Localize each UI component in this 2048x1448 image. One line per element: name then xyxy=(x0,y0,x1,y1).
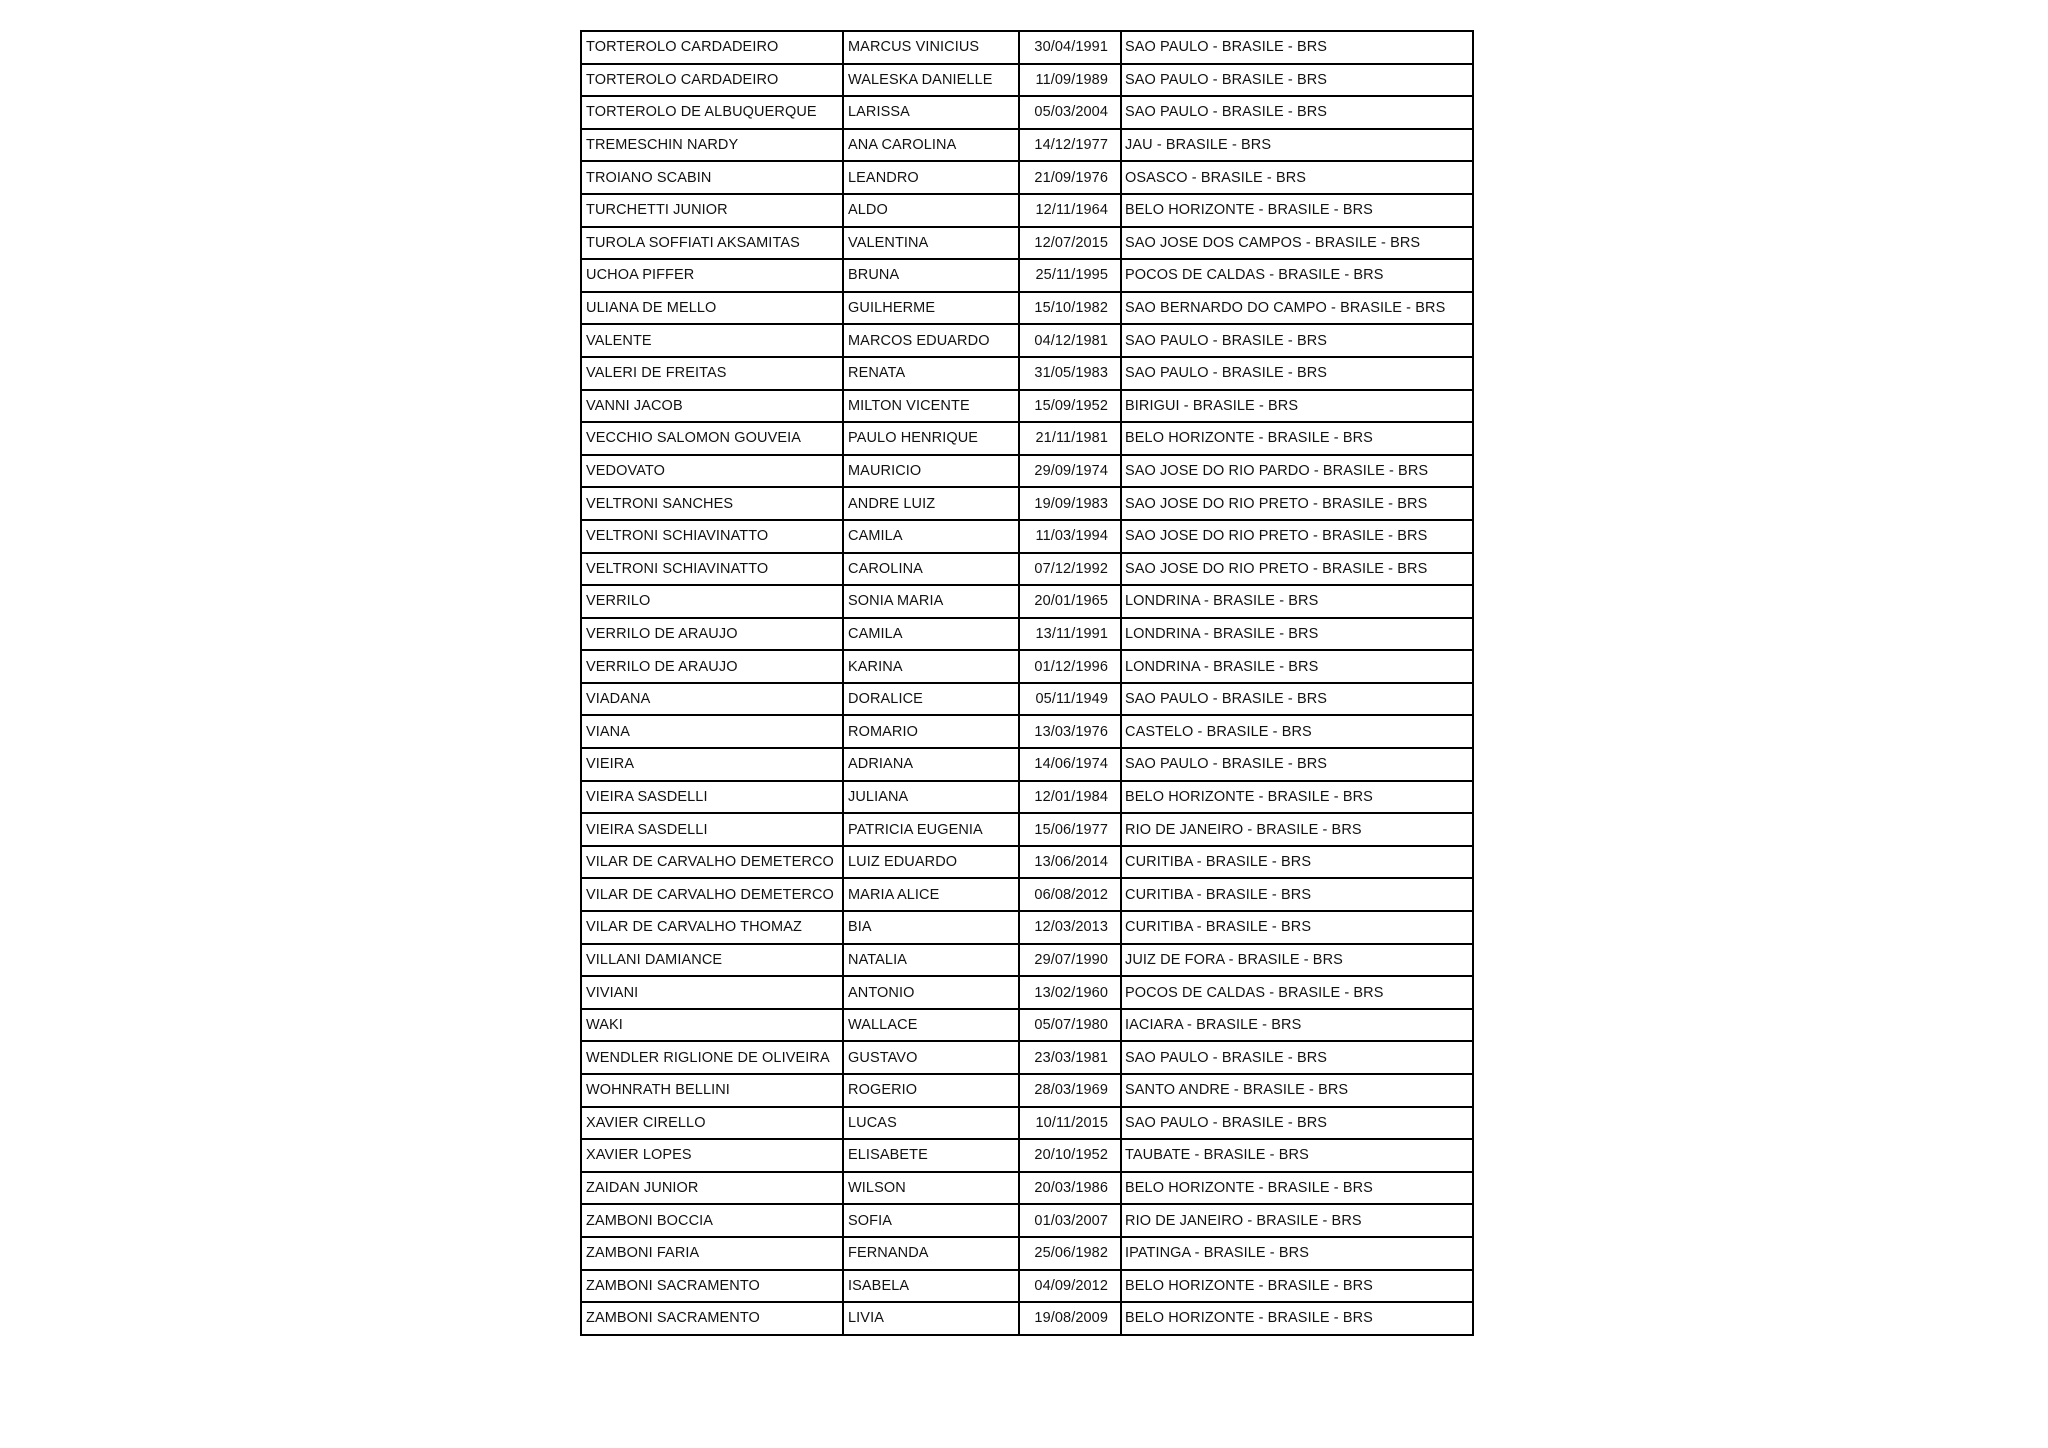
birthplace-cell: SAO JOSE DO RIO PARDO - BRASILE - BRS xyxy=(1121,455,1473,488)
birthplace-cell: IACIARA - BRASILE - BRS xyxy=(1121,1009,1473,1042)
birth-date-cell: 29/09/1974 xyxy=(1019,455,1121,488)
birth-date-cell: 28/03/1969 xyxy=(1019,1074,1121,1107)
table-row xyxy=(581,422,1473,455)
birthplace-cell: SANTO ANDRE - BRASILE - BRS xyxy=(1121,1074,1473,1107)
birth-date-cell: 29/07/1990 xyxy=(1019,944,1121,977)
surname-cell: VILAR DE CARVALHO DEMETERCO xyxy=(581,846,843,879)
table-row xyxy=(581,1172,1473,1205)
table-row xyxy=(581,813,1473,846)
birth-date-cell: 19/09/1983 xyxy=(1019,487,1121,520)
table-row xyxy=(581,1237,1473,1270)
birth-date-cell: 12/11/1964 xyxy=(1019,194,1121,227)
birthplace-cell: TAUBATE - BRASILE - BRS xyxy=(1121,1139,1473,1172)
given-name-cell: RENATA xyxy=(843,357,1019,390)
surname-cell: ULIANA DE MELLO xyxy=(581,292,843,325)
given-name-cell: PAULO HENRIQUE xyxy=(843,422,1019,455)
birthplace-cell: BELO HORIZONTE - BRASILE - BRS xyxy=(1121,1270,1473,1303)
birth-date-cell: 15/06/1977 xyxy=(1019,813,1121,846)
birthplace-cell: SAO PAULO - BRASILE - BRS xyxy=(1121,748,1473,781)
given-name-cell: FERNANDA xyxy=(843,1237,1019,1270)
birth-date-cell: 14/06/1974 xyxy=(1019,748,1121,781)
table-row xyxy=(581,357,1473,390)
birth-date-cell: 05/11/1949 xyxy=(1019,683,1121,716)
birth-date-cell: 12/01/1984 xyxy=(1019,781,1121,814)
table-row xyxy=(581,31,1473,64)
given-name-cell: ALDO xyxy=(843,194,1019,227)
surname-cell: VIEIRA SASDELLI xyxy=(581,813,843,846)
surname-cell: TURCHETTI JUNIOR xyxy=(581,194,843,227)
birthplace-cell: JAU - BRASILE - BRS xyxy=(1121,129,1473,162)
birthplace-cell: BELO HORIZONTE - BRASILE - BRS xyxy=(1121,422,1473,455)
birthplace-cell: CURITIBA - BRASILE - BRS xyxy=(1121,846,1473,879)
surname-cell: VIADANA xyxy=(581,683,843,716)
table-row xyxy=(581,161,1473,194)
birthplace-cell: SAO BERNARDO DO CAMPO - BRASILE - BRS xyxy=(1121,292,1473,325)
surname-cell: VELTRONI SANCHES xyxy=(581,487,843,520)
birthplace-cell: SAO JOSE DO RIO PRETO - BRASILE - BRS xyxy=(1121,553,1473,586)
birth-date-cell: 11/03/1994 xyxy=(1019,520,1121,553)
surname-cell: VILAR DE CARVALHO THOMAZ xyxy=(581,911,843,944)
table-row xyxy=(581,618,1473,651)
given-name-cell: ROMARIO xyxy=(843,715,1019,748)
given-name-cell: LUIZ EDUARDO xyxy=(843,846,1019,879)
surname-cell: WOHNRATH BELLINI xyxy=(581,1074,843,1107)
table-row xyxy=(581,487,1473,520)
given-name-cell: ROGERIO xyxy=(843,1074,1019,1107)
birth-date-cell: 30/04/1991 xyxy=(1019,31,1121,64)
birth-date-cell: 25/06/1982 xyxy=(1019,1237,1121,1270)
table-row xyxy=(581,259,1473,292)
birth-date-cell: 13/03/1976 xyxy=(1019,715,1121,748)
birth-date-cell: 05/07/1980 xyxy=(1019,1009,1121,1042)
given-name-cell: DORALICE xyxy=(843,683,1019,716)
table-row xyxy=(581,1074,1473,1107)
surname-cell: VERRILO xyxy=(581,585,843,618)
birthplace-cell: LONDRINA - BRASILE - BRS xyxy=(1121,650,1473,683)
birth-date-cell: 20/10/1952 xyxy=(1019,1139,1121,1172)
surname-cell: XAVIER CIRELLO xyxy=(581,1107,843,1140)
given-name-cell: BIA xyxy=(843,911,1019,944)
birthplace-cell: CASTELO - BRASILE - BRS xyxy=(1121,715,1473,748)
surname-cell: VILLANI DAMIANCE xyxy=(581,944,843,977)
table-row xyxy=(581,194,1473,227)
birth-date-cell: 07/12/1992 xyxy=(1019,553,1121,586)
birth-date-cell: 01/03/2007 xyxy=(1019,1204,1121,1237)
birth-date-cell: 13/02/1960 xyxy=(1019,976,1121,1009)
birthplace-cell: CURITIBA - BRASILE - BRS xyxy=(1121,911,1473,944)
birth-date-cell: 13/11/1991 xyxy=(1019,618,1121,651)
birthplace-cell: RIO DE JANEIRO - BRASILE - BRS xyxy=(1121,1204,1473,1237)
surname-cell: VIEIRA SASDELLI xyxy=(581,781,843,814)
table-row xyxy=(581,715,1473,748)
given-name-cell: JULIANA xyxy=(843,781,1019,814)
given-name-cell: MILTON VICENTE xyxy=(843,390,1019,423)
table-row xyxy=(581,976,1473,1009)
given-name-cell: NATALIA xyxy=(843,944,1019,977)
birth-date-cell: 31/05/1983 xyxy=(1019,357,1121,390)
birth-date-cell: 06/08/2012 xyxy=(1019,878,1121,911)
birthplace-cell: OSASCO - BRASILE - BRS xyxy=(1121,161,1473,194)
table-row xyxy=(581,455,1473,488)
surname-cell: VILAR DE CARVALHO DEMETERCO xyxy=(581,878,843,911)
table-row xyxy=(581,520,1473,553)
given-name-cell: ISABELA xyxy=(843,1270,1019,1303)
table-row xyxy=(581,324,1473,357)
surname-cell: VECCHIO SALOMON GOUVEIA xyxy=(581,422,843,455)
table-row xyxy=(581,292,1473,325)
birthplace-cell: BELO HORIZONTE - BRASILE - BRS xyxy=(1121,1172,1473,1205)
table-row xyxy=(581,1204,1473,1237)
given-name-cell: LUCAS xyxy=(843,1107,1019,1140)
birthplace-cell: LONDRINA - BRASILE - BRS xyxy=(1121,618,1473,651)
surname-cell: VIEIRA xyxy=(581,748,843,781)
given-name-cell: ANDRE LUIZ xyxy=(843,487,1019,520)
birthplace-cell: SAO PAULO - BRASILE - BRS xyxy=(1121,64,1473,97)
given-name-cell: LEANDRO xyxy=(843,161,1019,194)
birth-date-cell: 10/11/2015 xyxy=(1019,1107,1121,1140)
given-name-cell: LIVIA xyxy=(843,1302,1019,1335)
table-row xyxy=(581,683,1473,716)
given-name-cell: GUSTAVO xyxy=(843,1041,1019,1074)
birthplace-cell: SAO JOSE DO RIO PRETO - BRASILE - BRS xyxy=(1121,520,1473,553)
given-name-cell: BRUNA xyxy=(843,259,1019,292)
birthplace-cell: IPATINGA - BRASILE - BRS xyxy=(1121,1237,1473,1270)
table-row xyxy=(581,1139,1473,1172)
birth-date-cell: 20/03/1986 xyxy=(1019,1172,1121,1205)
given-name-cell: WALESKA DANIELLE xyxy=(843,64,1019,97)
birth-date-cell: 13/06/2014 xyxy=(1019,846,1121,879)
given-name-cell: CAMILA xyxy=(843,520,1019,553)
surname-cell: ZAIDAN JUNIOR xyxy=(581,1172,843,1205)
surname-cell: VANNI JACOB xyxy=(581,390,843,423)
birth-date-cell: 21/11/1981 xyxy=(1019,422,1121,455)
given-name-cell: MARCOS EDUARDO xyxy=(843,324,1019,357)
surname-cell: VALENTE xyxy=(581,324,843,357)
given-name-cell: GUILHERME xyxy=(843,292,1019,325)
given-name-cell: ADRIANA xyxy=(843,748,1019,781)
birthplace-cell: SAO PAULO - BRASILE - BRS xyxy=(1121,1041,1473,1074)
birth-date-cell: 05/03/2004 xyxy=(1019,96,1121,129)
surname-cell: VERRILO DE ARAUJO xyxy=(581,618,843,651)
table-row xyxy=(581,878,1473,911)
table-row xyxy=(581,390,1473,423)
given-name-cell: ANTONIO xyxy=(843,976,1019,1009)
birthplace-cell: BELO HORIZONTE - BRASILE - BRS xyxy=(1121,1302,1473,1335)
birthplace-cell: RIO DE JANEIRO - BRASILE - BRS xyxy=(1121,813,1473,846)
given-name-cell: WALLACE xyxy=(843,1009,1019,1042)
surname-cell: VELTRONI SCHIAVINATTO xyxy=(581,520,843,553)
given-name-cell: PATRICIA EUGENIA xyxy=(843,813,1019,846)
surname-cell: ZAMBONI BOCCIA xyxy=(581,1204,843,1237)
birthplace-cell: JUIZ DE FORA - BRASILE - BRS xyxy=(1121,944,1473,977)
birthplace-cell: SAO PAULO - BRASILE - BRS xyxy=(1121,357,1473,390)
birth-date-cell: 15/10/1982 xyxy=(1019,292,1121,325)
birth-date-cell: 04/09/2012 xyxy=(1019,1270,1121,1303)
table-row xyxy=(581,1302,1473,1335)
table-row xyxy=(581,748,1473,781)
surname-cell: ZAMBONI SACRAMENTO xyxy=(581,1270,843,1303)
table-row xyxy=(581,129,1473,162)
birth-date-cell: 21/09/1976 xyxy=(1019,161,1121,194)
birth-date-cell: 01/12/1996 xyxy=(1019,650,1121,683)
table-row xyxy=(581,650,1473,683)
birthplace-cell: BELO HORIZONTE - BRASILE - BRS xyxy=(1121,194,1473,227)
given-name-cell: MAURICIO xyxy=(843,455,1019,488)
table-row xyxy=(581,1107,1473,1140)
birthplace-cell: BIRIGUI - BRASILE - BRS xyxy=(1121,390,1473,423)
given-name-cell: CAMILA xyxy=(843,618,1019,651)
table-row xyxy=(581,1009,1473,1042)
surname-cell: VIANA xyxy=(581,715,843,748)
given-name-cell: SOFIA xyxy=(843,1204,1019,1237)
table-row xyxy=(581,64,1473,97)
birth-date-cell: 20/01/1965 xyxy=(1019,585,1121,618)
registry-table xyxy=(580,30,1474,1336)
birthplace-cell: POCOS DE CALDAS - BRASILE - BRS xyxy=(1121,976,1473,1009)
surname-cell: VALERI DE FREITAS xyxy=(581,357,843,390)
given-name-cell: WILSON xyxy=(843,1172,1019,1205)
table-row xyxy=(581,553,1473,586)
birthplace-cell: LONDRINA - BRASILE - BRS xyxy=(1121,585,1473,618)
birthplace-cell: BELO HORIZONTE - BRASILE - BRS xyxy=(1121,781,1473,814)
given-name-cell: ELISABETE xyxy=(843,1139,1019,1172)
surname-cell: TORTEROLO DE ALBUQUERQUE xyxy=(581,96,843,129)
given-name-cell: SONIA MARIA xyxy=(843,585,1019,618)
given-name-cell: ANA CAROLINA xyxy=(843,129,1019,162)
birthplace-cell: SAO PAULO - BRASILE - BRS xyxy=(1121,31,1473,64)
given-name-cell: LARISSA xyxy=(843,96,1019,129)
birthplace-cell: CURITIBA - BRASILE - BRS xyxy=(1121,878,1473,911)
table-row xyxy=(581,1041,1473,1074)
birth-date-cell: 23/03/1981 xyxy=(1019,1041,1121,1074)
table-row xyxy=(581,781,1473,814)
birth-date-cell: 04/12/1981 xyxy=(1019,324,1121,357)
given-name-cell: MARCUS VINICIUS xyxy=(843,31,1019,64)
surname-cell: UCHOA PIFFER xyxy=(581,259,843,292)
surname-cell: ZAMBONI FARIA xyxy=(581,1237,843,1270)
birth-date-cell: 12/03/2013 xyxy=(1019,911,1121,944)
given-name-cell: KARINA xyxy=(843,650,1019,683)
birth-date-cell: 12/07/2015 xyxy=(1019,227,1121,260)
table-row xyxy=(581,227,1473,260)
surname-cell: ZAMBONI SACRAMENTO xyxy=(581,1302,843,1335)
table-row xyxy=(581,1270,1473,1303)
surname-cell: WENDLER RIGLIONE DE OLIVEIRA xyxy=(581,1041,843,1074)
birth-date-cell: 11/09/1989 xyxy=(1019,64,1121,97)
surname-cell: TUROLA SOFFIATI AKSAMITAS xyxy=(581,227,843,260)
table-row xyxy=(581,911,1473,944)
given-name-cell: MARIA ALICE xyxy=(843,878,1019,911)
birth-date-cell: 15/09/1952 xyxy=(1019,390,1121,423)
surname-cell: TORTEROLO CARDADEIRO xyxy=(581,31,843,64)
birthplace-cell: POCOS DE CALDAS - BRASILE - BRS xyxy=(1121,259,1473,292)
birthplace-cell: SAO PAULO - BRASILE - BRS xyxy=(1121,324,1473,357)
given-name-cell: VALENTINA xyxy=(843,227,1019,260)
surname-cell: TORTEROLO CARDADEIRO xyxy=(581,64,843,97)
registry-body xyxy=(581,31,1473,1335)
surname-cell: XAVIER LOPES xyxy=(581,1139,843,1172)
table-row xyxy=(581,846,1473,879)
birthplace-cell: SAO PAULO - BRASILE - BRS xyxy=(1121,1107,1473,1140)
table-row xyxy=(581,585,1473,618)
given-name-cell: CAROLINA xyxy=(843,553,1019,586)
surname-cell: VIVIANI xyxy=(581,976,843,1009)
birth-date-cell: 14/12/1977 xyxy=(1019,129,1121,162)
birthplace-cell: SAO PAULO - BRASILE - BRS xyxy=(1121,683,1473,716)
birthplace-cell: SAO JOSE DO RIO PRETO - BRASILE - BRS xyxy=(1121,487,1473,520)
surname-cell: TROIANO SCABIN xyxy=(581,161,843,194)
surname-cell: TREMESCHIN NARDY xyxy=(581,129,843,162)
birthplace-cell: SAO JOSE DOS CAMPOS - BRASILE - BRS xyxy=(1121,227,1473,260)
surname-cell: VELTRONI SCHIAVINATTO xyxy=(581,553,843,586)
birth-date-cell: 25/11/1995 xyxy=(1019,259,1121,292)
surname-cell: WAKI xyxy=(581,1009,843,1042)
surname-cell: VEDOVATO xyxy=(581,455,843,488)
birthplace-cell: SAO PAULO - BRASILE - BRS xyxy=(1121,96,1473,129)
birth-date-cell: 19/08/2009 xyxy=(1019,1302,1121,1335)
table-row xyxy=(581,944,1473,977)
surname-cell: VERRILO DE ARAUJO xyxy=(581,650,843,683)
table-row xyxy=(581,96,1473,129)
